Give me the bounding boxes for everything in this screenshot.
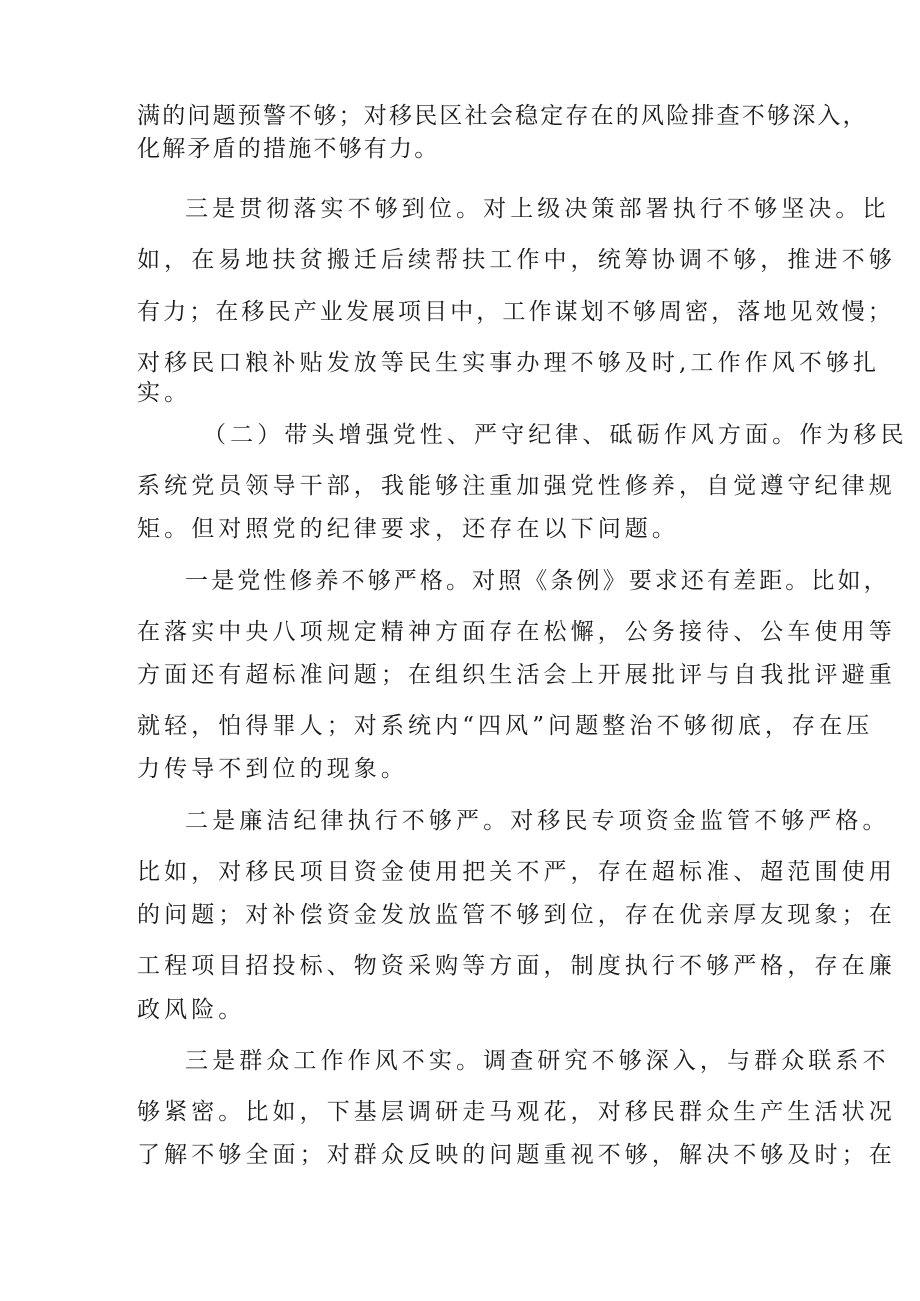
text-line: 工程项目招投标、物资采购等方面，制度执行不够严格，存在廉 xyxy=(137,953,896,979)
paragraph-heading: 一是党性修养不够严格。对照《条例》要求还有差距。比如， xyxy=(185,568,890,594)
text-line: 够紧密。比如，下基层调研走马观花，对移民群众生产生活状况 xyxy=(137,1099,896,1125)
text-line: 有力；在移民产业发展项目中，工作谋划不够周密，落地见效慢； xyxy=(137,299,894,325)
paragraph-heading: 三是贯彻落实不够到位。对上级决策部署执行不够坚决。比 xyxy=(185,196,890,222)
text-line: 力传导不到位的现象。 xyxy=(137,756,408,782)
text-line: 的问题；对补偿资金发放监管不够到位，存在优亲厚友现象；在 xyxy=(137,902,896,928)
text-line: 对移民口粮补贴发放等民生实事办理不够及时,工作作风不够扎 xyxy=(137,350,881,376)
text-line: 矩。但对照党的纪律要求，还存在以下问题。 xyxy=(137,516,679,542)
text-line: 化解矛盾的措施不够有力。 xyxy=(137,136,440,162)
text-line: 实。 xyxy=(137,380,192,406)
text-line: 如，在易地扶贫搬迁后续帮扶工作中，统筹协调不够，推进不够 xyxy=(137,247,896,273)
paragraph-heading: 二是廉洁纪律执行不够严。对移民专项资金监管不够严格。 xyxy=(185,808,890,834)
section-heading: （二）带头增强党性、严守纪律、砥砺作风方面。作为移民 xyxy=(203,422,908,448)
text-line: 就轻，怕得罪人；对系统内“四风”问题整治不够彻底，存在压 xyxy=(137,713,874,739)
text-line: 系统党员领导干部，我能够注重加强党性修养，自觉遵守纪律规 xyxy=(137,473,896,499)
text-line: 比如，对移民项目资金使用把关不严，存在超标准、超范围使用 xyxy=(137,859,896,885)
text-line: 在落实中央八项规定精神方面存在松懈，公务接待、公车使用等 xyxy=(137,619,896,645)
text-line: 政风险。 xyxy=(137,997,246,1023)
text-line: 了解不够全面；对群众反映的问题重视不够，解决不够及时；在 xyxy=(137,1142,896,1168)
paragraph-heading: 三是群众工作作风不实。调查研究不够深入，与群众联系不 xyxy=(185,1048,890,1074)
text-line: 方面还有超标准问题；在组织生活会上开展批评与自我批评避重 xyxy=(137,662,896,688)
text-line: 满的问题预警不够；对移民区社会稳定存在的风险排查不够深入， xyxy=(137,103,868,129)
